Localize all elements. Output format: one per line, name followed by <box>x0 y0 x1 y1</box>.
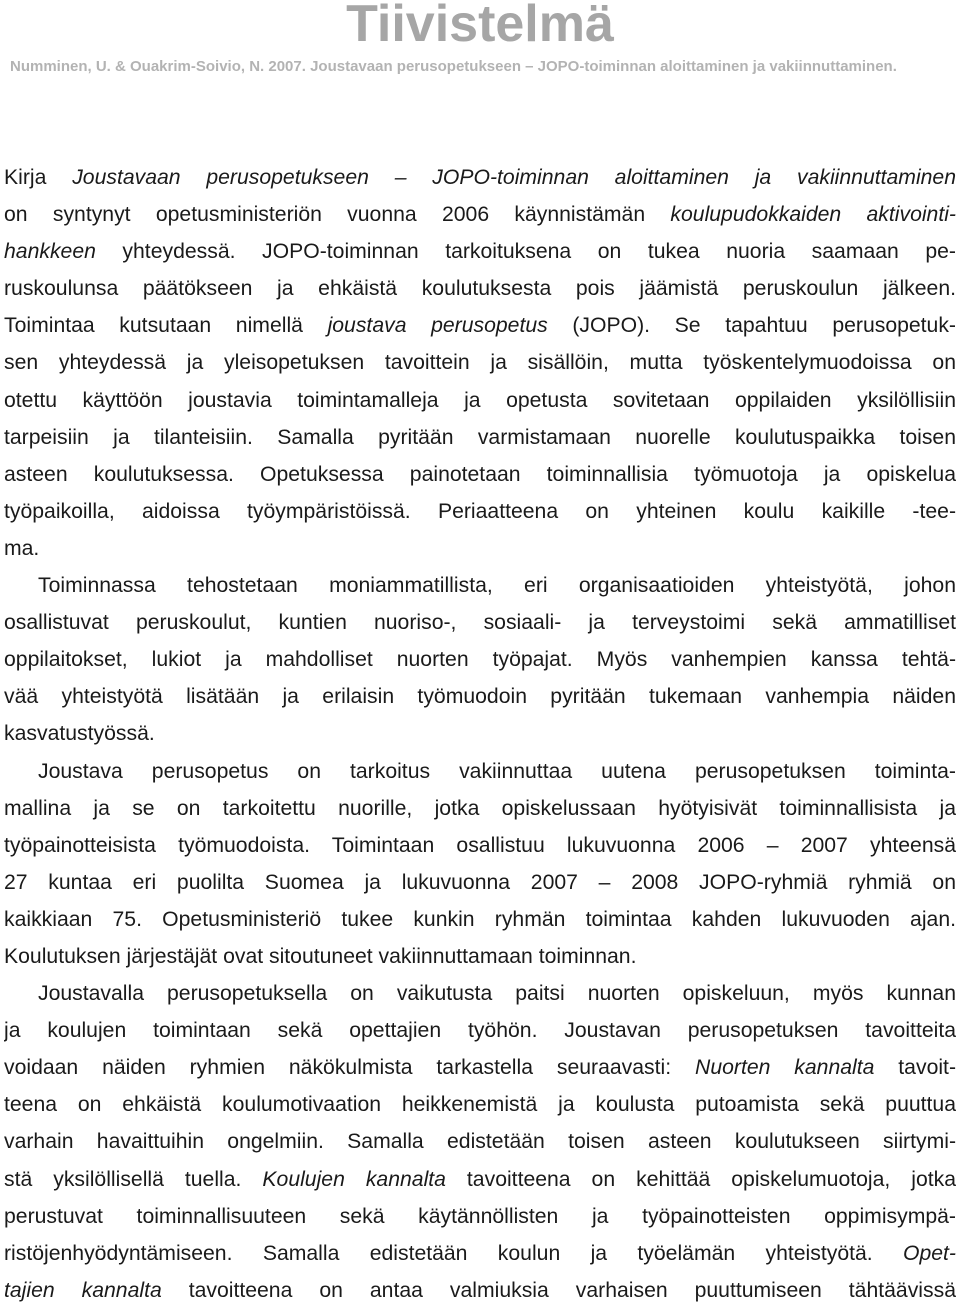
text-line: Joustava perusopetus on tarkoitus vakiinnuttaa uutena perusopetuksen toiminta- <box>38 759 956 783</box>
text-line: ma. <box>4 536 40 560</box>
text-line: työpaikoilla, aidoissa työympäristöissä. Periaatteena on yhteinen koulu kaikille -tee- <box>4 499 956 523</box>
text-line: Toimintaa kutsutaan nimellä joustava perusopetus (JOPO). Se tapahtuu perusopetuk- <box>4 314 956 338</box>
paragraph-3 <box>4 753 956 976</box>
text-line: varhain havaittuihin ongelmiin. Samalla edistetään toisen asteen koulutukseen siirtymi- <box>4 1130 956 1154</box>
text-line: 27 kuntaa eri puolilta Suomea ja lukuvuonna 2007 – 2008 JOPO-ryhmiä ryhmiä on <box>4 870 956 894</box>
text-line: Toiminnassa tehostetaan moniammatillista, eri organisaatioiden yhteistyötä, johon <box>38 574 956 598</box>
text-line: Koulutuksen järjestäjät ovat sitoutuneet vakiinnuttamaan toiminnan. <box>4 944 637 968</box>
text-line: tarpeisiin ja tilanteisiin. Samalla pyritään varmistamaan nuorelle koulutuspaikka toisen <box>4 425 956 449</box>
text-line: teena on ehkäistä koulumotivaation heikkenemistä ja koulusta putoamista sekä puuttua <box>4 1093 956 1117</box>
text-line: mallina ja se on tarkoitettu nuorille, jotka opiskelussaan hyötyisivät toiminnallisista ja <box>4 796 956 820</box>
paragraph-2 <box>4 567 956 752</box>
text-line: kaikkiaan 75. Opetusministeriö tukee kunkin ryhmän toimintaa kahden lukuvuoden ajan. <box>4 907 956 931</box>
abstract-body <box>4 159 956 1308</box>
text-line: asteen koulutuksessa. Opetuksessa painotetaan toiminnallisia työmuotoja ja opiskelua <box>4 462 956 486</box>
text-line: tajien kannalta tavoitteena on antaa valmiuksia varhaisen puuttumiseen tähtäävissä <box>4 1278 956 1302</box>
text-line: ruskoulunsa päätökseen ja ehkäistä koulutuksesta pois jäämistä peruskoulun jälkeen. <box>4 277 956 301</box>
text-line: osallistuvat peruskoulut, kuntien nuoriso-, sosiaali- ja terveystoimi sekä ammatilliset <box>4 611 956 635</box>
text-line: ja koulujen toimintaan sekä opettajien työhön. Joustavan perusopetuksen tavoitteita <box>4 1019 956 1043</box>
paragraph-1 <box>4 159 956 567</box>
text-line: vää yhteistyötä lisätään ja erilaisin työmuodoin pyritään tukemaan vanhempia näiden <box>4 685 956 709</box>
text-line: Joustavalla perusopetuksella on vaikutusta paitsi nuorten opiskeluun, myös kunnan <box>38 982 956 1006</box>
text-line: on syntynyt opetusministeriön vuonna 2006 käynnistämän koulupudokkaiden aktivointi- <box>4 203 956 227</box>
page-title: Tiivistelmä <box>346 0 614 53</box>
text-line: oppilaitokset, lukiot ja mahdolliset nuorten työpajat. Myös vanhempien kanssa tehtä- <box>4 648 956 672</box>
text-line: otettu käyttöön joustavia toimintamalleja ja opetusta sovitetaan oppilaiden yksilöllisiin <box>4 388 956 412</box>
text-line: Kirja Joustavaan perusopetukseen – JOPO-toiminnan aloittaminen ja vakiinnuttaminen <box>4 166 956 189</box>
text-line: hankkeen yhteydessä. JOPO-toiminnan tarkoituksena on tukea nuoria saamaan pe- <box>4 240 956 264</box>
text-line: sen yhteydessä ja yleisopetuksen tavoittein ja sisällöin, mutta työskentelymuodoissa on <box>4 351 956 375</box>
text-line: työpainotteisista työmuodoista. Toimintaan osallistuu lukuvuonna 2006 – 2007 yhteensä <box>4 833 956 857</box>
text-line: kasvatustyössä. <box>4 722 155 746</box>
text-line: voidaan näiden ryhmien näkökulmista tarkastella seuraavasti: Nuorten kannalta tavoit- <box>4 1056 956 1080</box>
paragraph-4 <box>4 975 956 1308</box>
text-line: stä yksilöllisellä tuella. Koulujen kannalta tavoitteena on kehittää opiskelumuotoja, jotka <box>4 1167 956 1191</box>
citation-line: Numminen, U. & Ouakrim-Soivio, N. 2007. Joustavaan perusopetukseen – JOPO-toiminnan aloittaminen ja vakiinnuttaminen. <box>10 58 897 75</box>
text-line: ristöjenhyödyntämiseen. Samalla edistetään koulun ja työelämän yhteistyötä. Opet- <box>4 1241 956 1265</box>
text-line: perustuvat toiminnallisuuteen sekä käytännöllisten ja työpainotteisten oppimisympä- <box>4 1204 956 1228</box>
